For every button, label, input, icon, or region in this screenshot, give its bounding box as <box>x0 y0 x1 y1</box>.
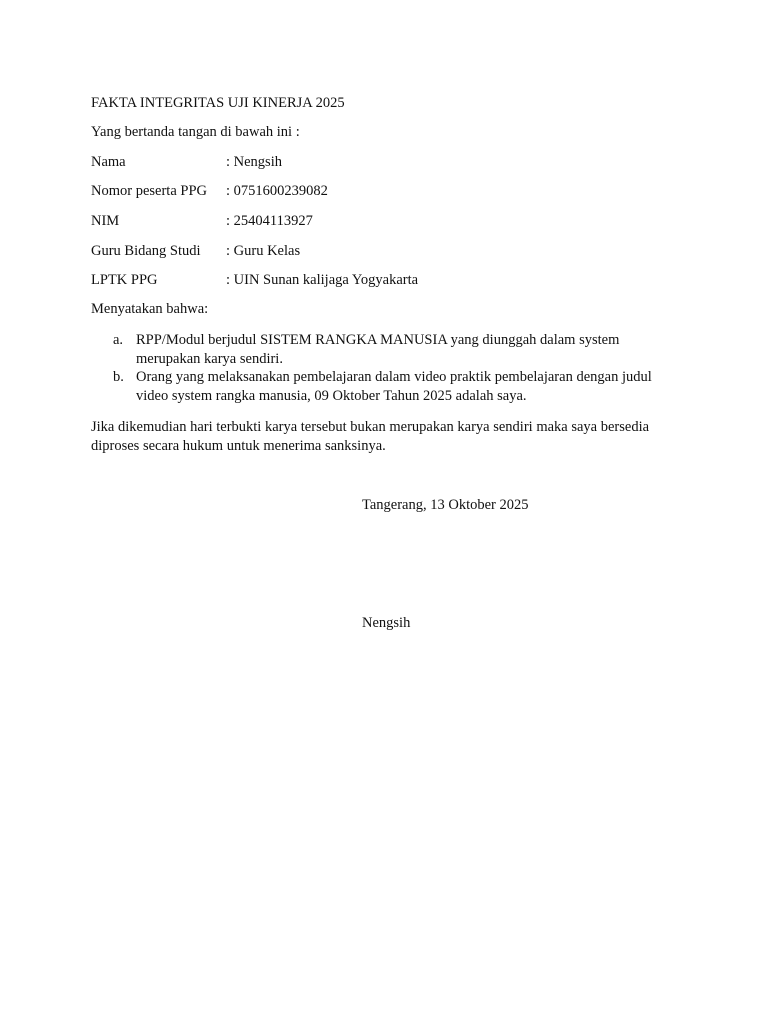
statement-intro: Menyatakan bahwa: <box>91 301 209 317</box>
closing-paragraph: Jika dikemudian hari terbukti karya tersebut bukan merupakan karya sendiri maka saya bersedia diproses secara hukum untuk menerima sanksinya. <box>91 419 650 454</box>
field-label-nama: Nama <box>91 154 126 170</box>
field-label-lptk-ppg: LPTK PPG <box>91 272 158 288</box>
document-title: FAKTA INTEGRITAS UJI KINERJA 2025 <box>91 95 345 111</box>
field-label-guru-bidang-studi: Guru Bidang Studi <box>91 243 201 259</box>
field-value-lptk-ppg: : UIN Sunan kalijaga Yogyakarta <box>226 272 419 288</box>
field-value-nama: : Nengsih <box>226 154 282 170</box>
intro-text: Yang bertanda tangan di bawah ini : <box>91 124 300 140</box>
field-label-nim: NIM <box>91 213 120 229</box>
statement-text: Orang yang melaksanakan pembelajaran dalam video praktik pembelajaran dengan judul video system rangka manusia, 09 Oktober Tahun 2025 adalah saya. <box>136 369 652 404</box>
signer-name: Nengsih <box>362 615 411 631</box>
field-value-nomor-peserta: : 0751600239082 <box>226 183 328 199</box>
field-value-nim: : 25404113927 <box>226 213 313 229</box>
field-label-nomor-peserta: Nomor peserta PPG <box>91 183 207 199</box>
list-item <box>91 331 681 368</box>
list-item <box>91 368 681 405</box>
list-marker: b. <box>113 369 124 385</box>
statement-list <box>91 331 681 405</box>
field-value-guru-bidang-studi: : Guru Kelas <box>226 243 301 259</box>
list-marker: a. <box>113 332 124 348</box>
statement-text: RPP/Modul berjudul SISTEM RANGKA MANUSIA yang diunggah dalam system merupakan karya sendiri. <box>136 332 620 367</box>
place-date: Tangerang, 13 Oktober 2025 <box>362 497 529 513</box>
